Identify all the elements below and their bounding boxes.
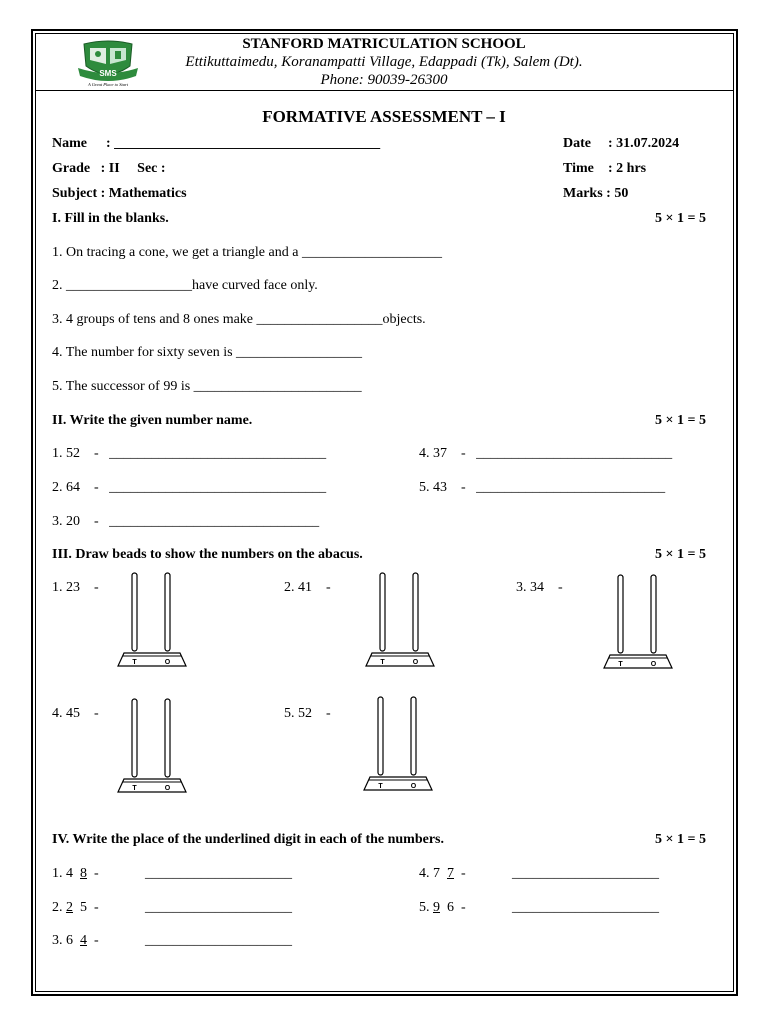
tens-digit: 9 xyxy=(433,900,440,915)
abacus-ones-label: O xyxy=(412,659,419,666)
s2-question-1: 1. 52 - _______________________________ xyxy=(52,446,327,461)
ones-digit: 5 xyxy=(80,900,87,915)
answer-blank: _____________________ xyxy=(512,866,659,881)
answer-blank: _____________________ xyxy=(512,900,659,915)
question-number: 4. xyxy=(419,866,430,881)
logo-initials: SMS xyxy=(99,69,117,78)
question-number: 5. xyxy=(419,900,430,915)
s3-question-2: 2. 41 - xyxy=(284,580,331,595)
section-4-title: IV. Write the place of the underlined digit in each of the numbers. xyxy=(52,832,445,847)
abacus-ones-label: O xyxy=(164,785,171,792)
abacus-tens-label: T xyxy=(380,659,385,666)
s1-question-1: 1. On tracing a cone, we get a triangle and a ____________________ xyxy=(52,245,442,260)
section-3-title: III. Draw beads to show the numbers on the abacus. xyxy=(52,547,363,562)
s4-question-5 xyxy=(419,900,466,916)
exam-title: FORMATIVE ASSESSMENT – I xyxy=(262,107,506,126)
s1-question-4: 4. The number for sixty seven is __________________ xyxy=(52,345,363,360)
section-1-title: I. Fill in the blanks. xyxy=(52,211,169,226)
answer-blank: _____________________ xyxy=(145,900,292,915)
dash: - xyxy=(94,900,99,915)
tens-digit: 6 xyxy=(66,933,73,948)
subject: Subject : Mathematics xyxy=(52,186,187,201)
dash: - xyxy=(461,900,466,915)
s2-question-3: 3. 20 - ______________________________ xyxy=(52,514,320,529)
logo-motto: A Great Place to Start xyxy=(88,82,128,87)
abacus-4 xyxy=(114,698,190,798)
abacus-ones-label: O xyxy=(164,659,171,666)
s3-question-1: 1. 23 - xyxy=(52,580,99,595)
ones-digit: 7 xyxy=(447,866,454,881)
abacus-ones-label: O xyxy=(410,783,417,790)
section-3-marks: 5 × 1 = 5 xyxy=(655,547,706,562)
section-4-marks: 5 × 1 = 5 xyxy=(655,832,706,847)
s3-question-4: 4. 45 - xyxy=(52,706,99,721)
dash: - xyxy=(94,933,99,948)
time-value: : 2 hrs xyxy=(608,161,647,176)
answer-blank: _____________________ xyxy=(145,866,292,881)
school-name: STANFORD MATRICULATION SCHOOL xyxy=(242,36,526,52)
tens-digit: 2 xyxy=(66,900,73,915)
answer-blank: _____________________ xyxy=(145,933,292,948)
abacus-5 xyxy=(360,696,436,796)
s1-question-5: 5. The successor of 99 is ________________________ xyxy=(52,379,362,394)
s1-question-3: 3. 4 groups of tens and 8 ones make __________________objects. xyxy=(52,312,426,327)
section-2-title: II. Write the given number name. xyxy=(52,413,253,428)
name-line: : ______________________________________ xyxy=(106,136,381,151)
header-divider xyxy=(35,90,734,91)
s3-question-5: 5. 52 - xyxy=(284,706,331,721)
tens-digit: 4 xyxy=(66,866,73,881)
abacus-tens-label: T xyxy=(378,783,383,790)
dash: - xyxy=(461,866,466,881)
s1-question-2: 2. __________________have curved face only. xyxy=(52,278,318,293)
marks-total: Marks : 50 xyxy=(563,186,629,201)
time-label: Time xyxy=(563,161,594,176)
section-2-marks: 5 × 1 = 5 xyxy=(655,413,706,428)
s4-question-1 xyxy=(52,866,99,882)
dash: - xyxy=(94,866,99,881)
abacus-1 xyxy=(114,572,190,672)
date-label: Date xyxy=(563,136,591,151)
ones-digit: 4 xyxy=(80,933,87,948)
question-number: 3. xyxy=(52,933,63,948)
tens-digit: 7 xyxy=(433,866,440,881)
abacus-ones-label: O xyxy=(650,661,657,668)
s3-question-3: 3. 34 - xyxy=(516,580,563,595)
date-value: : 31.07.2024 xyxy=(608,136,680,151)
ones-digit: 8 xyxy=(80,866,87,881)
section-1-marks: 5 × 1 = 5 xyxy=(655,211,706,226)
school-address: Ettikuttaimedu, Koranampatti Village, Edappadi (Tk), Salem (Dt). xyxy=(185,54,583,70)
abacus-2 xyxy=(362,572,438,672)
s4-question-3 xyxy=(52,933,99,949)
abacus-tens-label: T xyxy=(132,785,137,792)
s2-question-2: 2. 64 - _______________________________ xyxy=(52,480,327,495)
name-label: Name xyxy=(52,136,87,151)
ones-digit: 6 xyxy=(447,900,454,915)
s2-question-4: 4. 37 - ____________________________ xyxy=(419,446,673,461)
question-number: 2. xyxy=(52,900,63,915)
school-phone: Phone: 90039-26300 xyxy=(320,72,448,88)
abacus-tens-label: T xyxy=(618,661,623,668)
s2-question-5: 5. 43 - ___________________________ xyxy=(419,480,666,495)
grade-sec: Grade : II Sec : xyxy=(52,161,166,176)
s4-question-2 xyxy=(52,900,99,916)
question-number: 1. xyxy=(52,866,63,881)
abacus-tens-label: T xyxy=(132,659,137,666)
s4-question-4 xyxy=(419,866,466,882)
abacus-3 xyxy=(600,574,676,674)
